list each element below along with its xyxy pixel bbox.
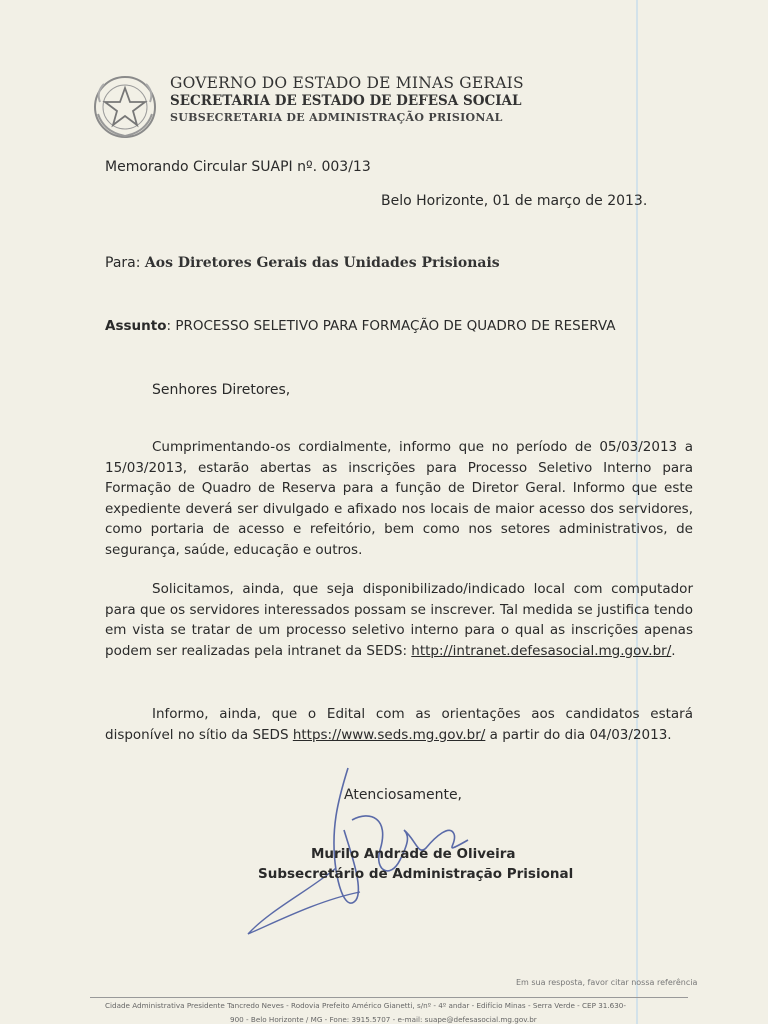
body-paragraph-3 xyxy=(105,704,693,745)
header-government: GOVERNO DO ESTADO DE MINAS GERAIS xyxy=(170,74,524,92)
paragraph-3-end: a partir do dia 04/03/2013. xyxy=(485,726,672,743)
seds-website-link[interactable]: https://www.seds.mg.gov.br/ xyxy=(292,726,486,743)
paragraph-2-text: Solicitamos, ainda, que seja disponibilizado/indicado local com computador para que os servidores interessados possam se inscrever. Tal medida se justifica tendo em vista se tratar de um processo seletivo interno para o qual as inscrições apenas podem ser realizadas pela intranet da SEDS: xyxy=(105,581,693,659)
footer-divider xyxy=(90,997,688,998)
header-subsecretariat: SUBSECRETARIA DE ADMINISTRAÇÃO PRISIONAL xyxy=(170,111,503,124)
recipient-line xyxy=(105,255,500,271)
state-seal-icon xyxy=(92,74,158,140)
signatory-title: Subsecretário de Administração Prisional xyxy=(258,866,574,882)
closing: Atenciosamente, xyxy=(344,787,463,803)
body-paragraph-2 xyxy=(105,579,693,661)
subject-line xyxy=(105,318,616,334)
response-note: Em sua resposta, favor citar nossa referência xyxy=(516,978,698,987)
date-line: Belo Horizonte, 01 de março de 2013. xyxy=(381,193,648,209)
footer-address-line-2: 900 - Belo Horizonte / MG - Fone: 3915.5707 - e-mail: suape@defesasocial.mg.gov.br xyxy=(230,1015,537,1024)
signatory-name: Murilo Andrade de Oliveira xyxy=(311,846,516,862)
subject-separator: : xyxy=(166,318,176,334)
subject-value: PROCESSO SELETIVO PARA FORMAÇÃO DE QUADRO DE RESERVA xyxy=(175,318,616,334)
body-paragraph-1: Cumprimentando-os cordialmente, informo que no período de 05/03/2013 a 15/03/2013, estarão abertas as inscrições para Processo Seletivo Interno para Formação de Quadro de Reserva para a função de Diretor Geral. Informo que este expediente deverá ser divulgado e afixado nos locais de maior acesso dos servidores, como portaria de acesso e refeitório, bem como nos setores administrativos, de segurança, saúde, educação e outros. xyxy=(105,439,693,558)
memo-number: Memorando Circular SUAPI nº. 003/13 xyxy=(105,159,371,175)
recipient-label: Para: xyxy=(105,255,145,271)
header-secretariat: SECRETARIA DE ESTADO DE DEFESA SOCIAL xyxy=(170,93,522,109)
paragraph-2-end: . xyxy=(671,642,676,659)
subject-label: Assunto xyxy=(105,318,167,334)
salutation: Senhores Diretores, xyxy=(152,382,291,398)
paragraph-3-text: Informo, ainda, que o Edital com as orientações aos candidatos estará disponível no sítio da SEDS xyxy=(105,706,693,743)
footer-address-line-1: Cidade Administrativa Presidente Tancredo Neves - Rodovia Prefeito Américo Gianetti, s/nº - 4º andar - Edifício Minas - Serra Verde - CEP 31.630- xyxy=(105,1001,626,1010)
recipient-value: Aos Diretores Gerais das Unidades Prisionais xyxy=(144,255,500,271)
intranet-link[interactable]: http://intranet.defesasocial.mg.gov.br/ xyxy=(411,642,672,659)
